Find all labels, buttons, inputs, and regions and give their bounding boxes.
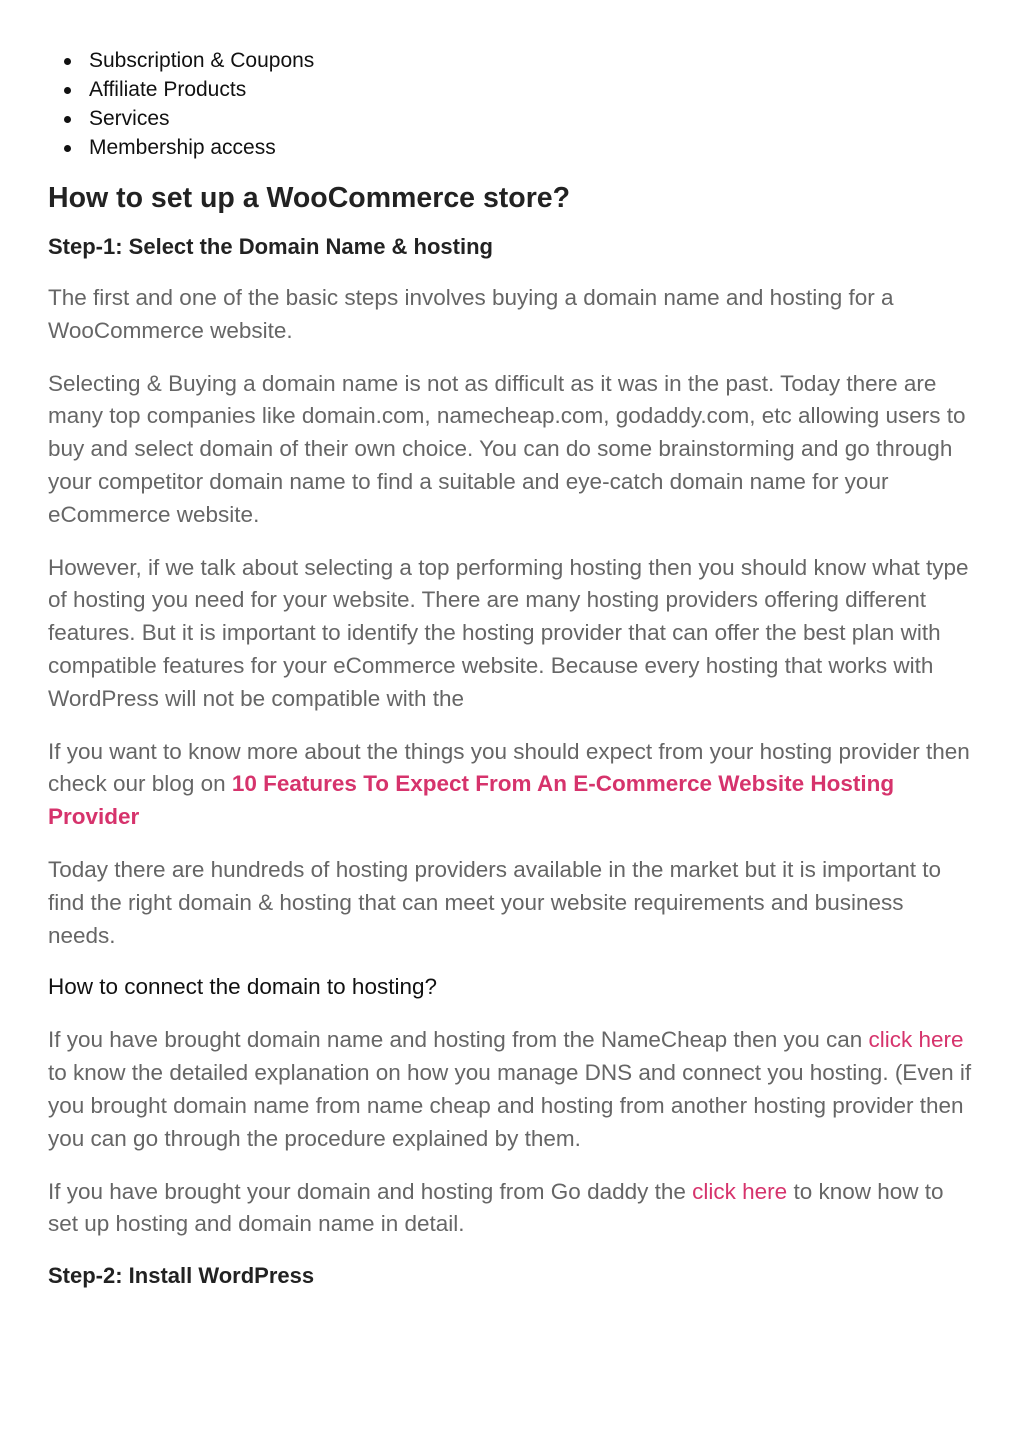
paragraph-providers: Today there are hundreds of hosting providers available in the market but it is important to find the right domain & hosting that can meet your website requirements and business needs. xyxy=(48,856,941,948)
feature-list xyxy=(48,46,976,162)
step-1-title: Step-1: Select the Domain Name & hosting xyxy=(48,234,493,259)
list-item: Services xyxy=(89,104,976,133)
blog-link[interactable]: 10 Features To Expect From An E-Commerce Website Hosting Provider xyxy=(48,771,895,830)
list-item: Affiliate Products xyxy=(89,75,976,104)
section-heading: How to set up a WooCommerce store? xyxy=(48,182,571,214)
list-item: Membership access xyxy=(89,133,976,162)
godaddy-click-here-link[interactable]: click here xyxy=(692,1178,788,1204)
text-segment: to know the detailed explanation on how you manage DNS and connect you hosting. (Even if you brought domain name from name cheap and hosting from another hosting provider then you can go through the procedure explained by them. xyxy=(48,1060,972,1151)
list-item: Subscription & Coupons xyxy=(89,46,976,75)
paragraph-godaddy xyxy=(48,1176,976,1242)
paragraph-intro: The first and one of the basic steps involves buying a domain name and hosting for a WooCommerce website. xyxy=(48,285,894,343)
connect-subheading: How to connect the domain to hosting? xyxy=(48,974,437,1000)
paragraph-domain: Selecting & Buying a domain name is not as difficult as it was in the past. Today there are many top companies like domain.com, namecheap.com, godaddy.com, etc allowing users to buy and select domain of their own choice. You can do some brainstorming and go through your competitor domain name to find a suitable and eye-catch domain name for your eCommerce website. xyxy=(48,370,966,527)
paragraph-blog-reference xyxy=(48,736,976,834)
text-segment: If you want to know more about the things you should expect from your hosting provider then check our blog on xyxy=(48,738,970,797)
text-segment: to know how to set up hosting and domain name in detail. xyxy=(48,1178,944,1237)
paragraph-namecheap xyxy=(48,1024,976,1155)
paragraph-hosting: However, if we talk about selecting a top performing hosting then you should know what type of hosting you need for your website. There are many hosting providers offering different features. But it is important to identify the hosting provider that can offer the best plan with compatible features for your eCommerce website. Because every hosting that works with WordPress will not be compatible with the xyxy=(48,554,969,711)
step-2-title: Step-2: Install WordPress xyxy=(48,1263,315,1289)
text-segment: If you have brought your domain and hosting from Go daddy the xyxy=(48,1178,693,1204)
namecheap-click-here-link[interactable]: click here xyxy=(868,1027,964,1053)
text-segment: If you have brought domain name and hosting from the NameCheap then you can xyxy=(48,1027,869,1053)
